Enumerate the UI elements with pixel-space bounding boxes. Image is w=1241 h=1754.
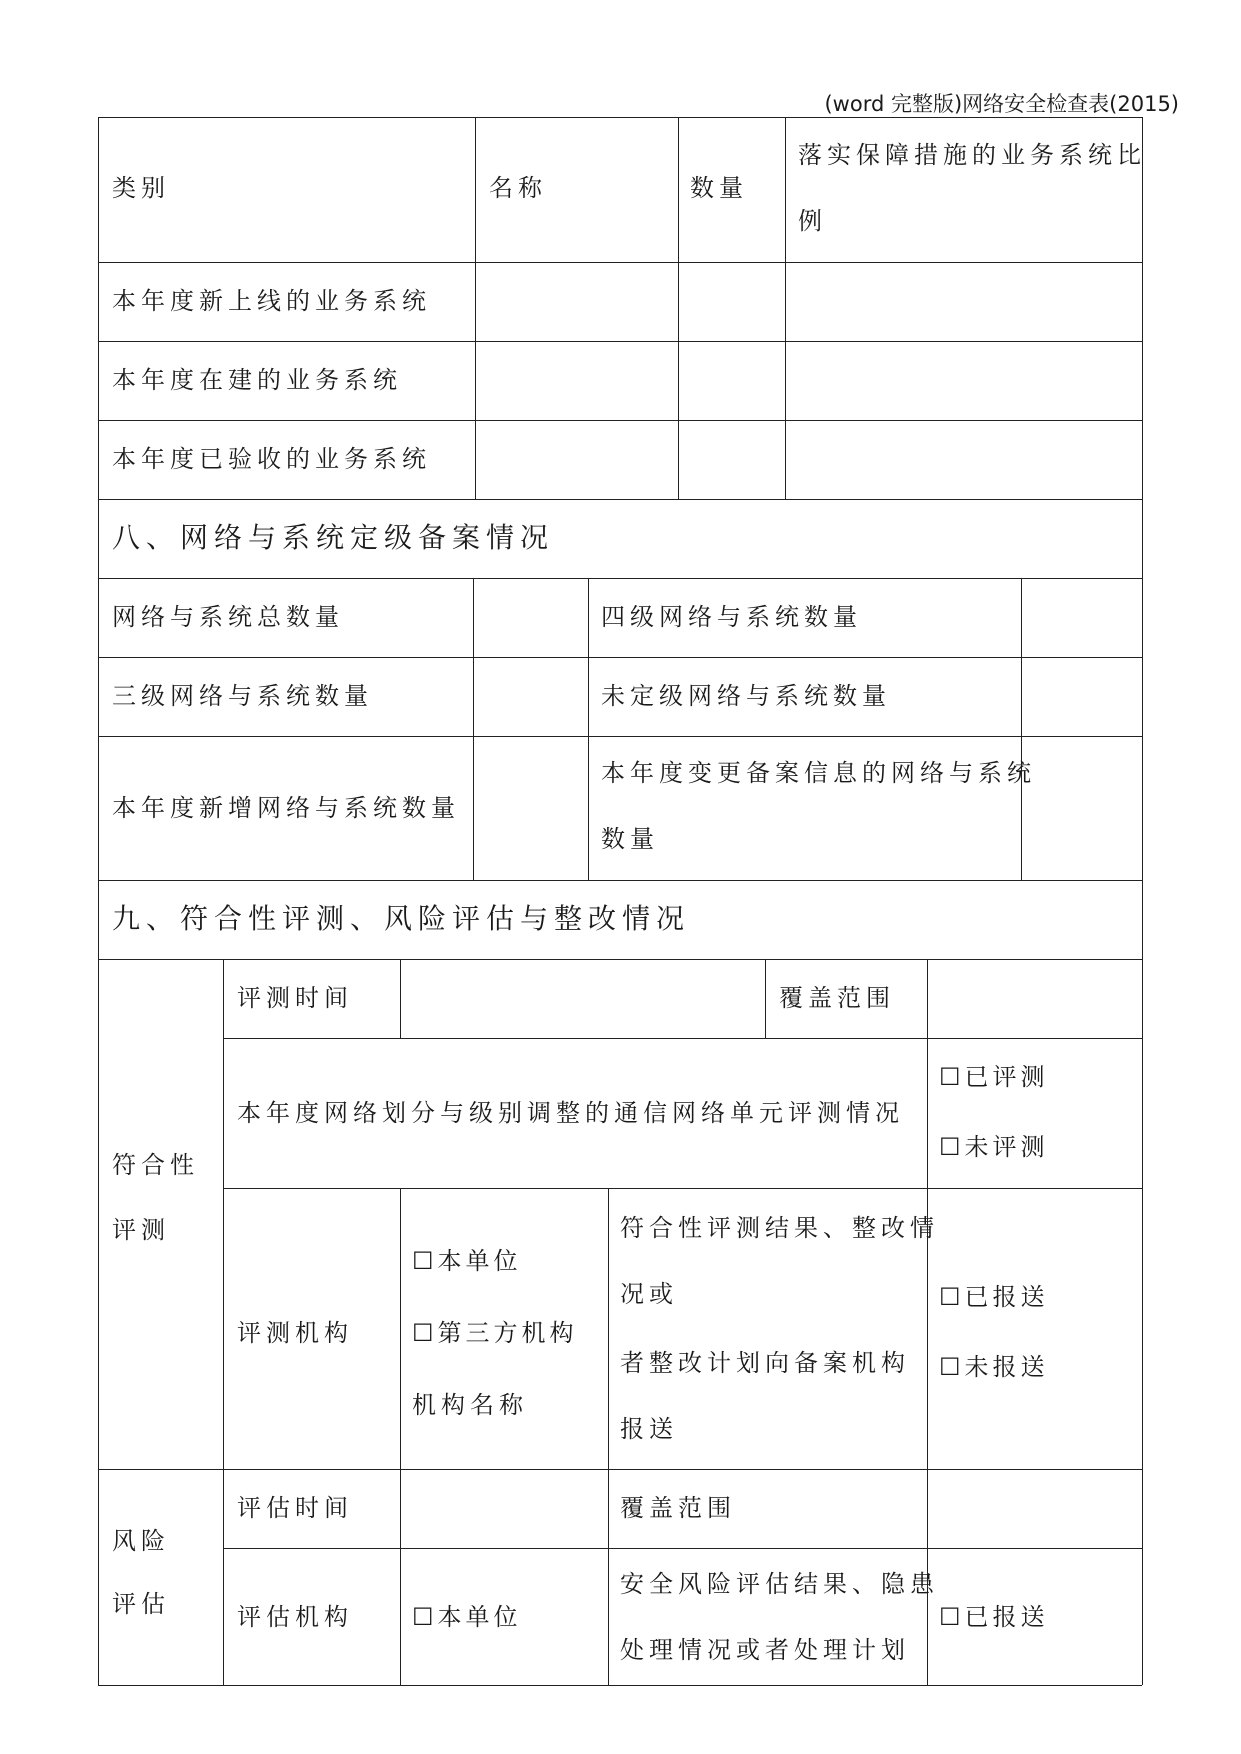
evaluated-checkbox[interactable]: ☐已评测 <box>939 1063 1049 1091</box>
col-header-ratio: 落实保障措施的业务系统比 <box>798 141 1146 169</box>
not-reported-checkbox[interactable]: ☐未报送 <box>939 1353 1049 1381</box>
unrated-systems-label: 未定级网络与系统数量 <box>601 682 891 710</box>
own-unit-checkbox-2[interactable]: ☐本单位 <box>412 1603 522 1631</box>
level4-systems-label: 四级网络与系统数量 <box>601 603 862 631</box>
row-label-new-systems: 本年度新上线的业务系统 <box>112 287 431 315</box>
document-header: (word 完整版)网络安全检查表(2015) <box>824 92 1179 116</box>
level3-systems-label: 三级网络与系统数量 <box>112 682 373 710</box>
col-header-name: 名称 <box>489 174 547 202</box>
risk-result-label: 安全风险评估结果、隐患 <box>620 1570 939 1598</box>
section-8-title: 八、网络与系统定级备案情况 <box>112 521 555 554</box>
assess-time-label: 评估时间 <box>237 1494 353 1522</box>
col-header-ratio-cont: 例 <box>798 207 827 235</box>
org-name-label: 机构名称 <box>412 1391 528 1419</box>
coverage-label: 覆盖范围 <box>779 984 895 1012</box>
reported-checkbox[interactable]: ☐已报送 <box>939 1283 1049 1311</box>
conformity-eval-label: 符合性 <box>112 1151 199 1179</box>
inspection-table <box>98 117 1146 1685</box>
col-header-category: 类别 <box>112 174 170 202</box>
new-systems-count-label: 本年度新增网络与系统数量 <box>112 794 460 822</box>
eval-org-label: 评测机构 <box>237 1319 353 1347</box>
section-9-title: 九、符合性评测、风险评估与整改情况 <box>112 902 691 935</box>
risk-result-label-cont: 处理情况或者处理计划 <box>620 1636 910 1664</box>
report-status-label-3: 者整改计划向备案机构 <box>620 1349 910 1377</box>
coverage-label-2: 覆盖范围 <box>620 1494 736 1522</box>
report-status-label-2: 况或 <box>620 1280 678 1308</box>
conformity-eval-label-cont: 评测 <box>112 1216 170 1244</box>
own-unit-checkbox[interactable]: ☐本单位 <box>412 1247 522 1275</box>
eval-time-label: 评测时间 <box>237 984 353 1012</box>
col-header-quantity: 数量 <box>690 174 748 202</box>
risk-assess-label: 风险 <box>112 1527 170 1555</box>
assess-org-label: 评估机构 <box>237 1603 353 1631</box>
risk-assess-label-cont: 评估 <box>112 1590 170 1618</box>
report-status-label: 符合性评测结果、整改情 <box>620 1214 939 1242</box>
report-status-label-4: 报送 <box>620 1415 678 1443</box>
total-systems-label: 网络与系统总数量 <box>112 603 344 631</box>
not-evaluated-checkbox[interactable]: ☐未评测 <box>939 1133 1049 1161</box>
unit-eval-status-label: 本年度网络划分与级别调整的通信网络单元评测情况 <box>237 1099 904 1127</box>
changed-filing-label: 本年度变更备案信息的网络与系统 <box>601 759 1036 787</box>
row-label-accepted-systems: 本年度已验收的业务系统 <box>112 445 431 473</box>
row-label-building-systems: 本年度在建的业务系统 <box>112 366 402 394</box>
third-party-checkbox[interactable]: ☐第三方机构 <box>412 1319 578 1347</box>
reported-checkbox-2[interactable]: ☐已报送 <box>939 1603 1049 1631</box>
changed-filing-label-cont: 数量 <box>601 825 659 853</box>
